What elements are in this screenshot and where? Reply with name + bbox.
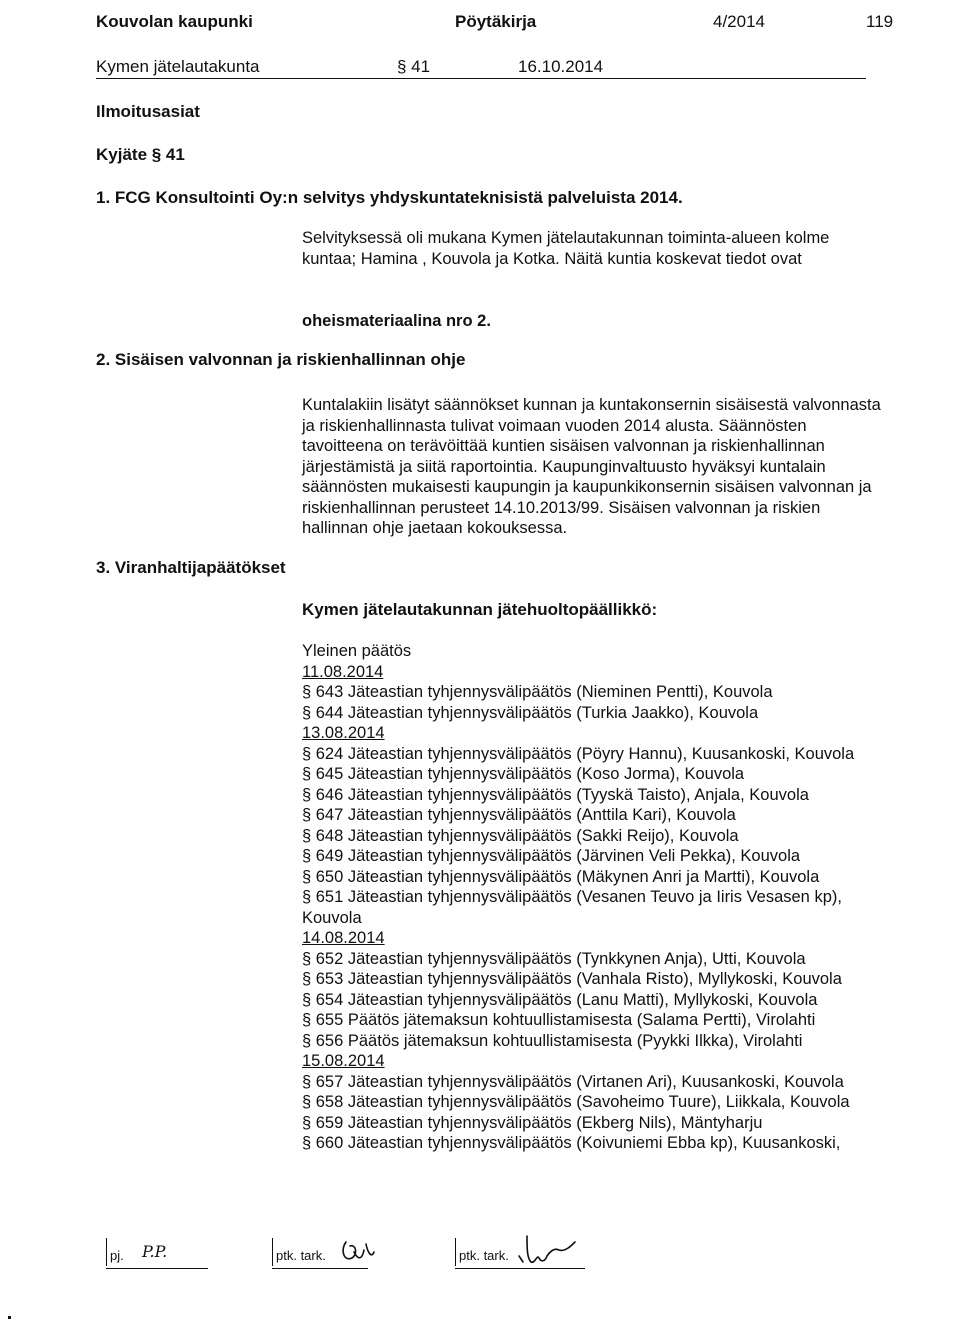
decision-date: 15.08.2014: [302, 1052, 385, 1070]
kyjate-section: Kyjäte § 41: [96, 145, 185, 164]
decision-date: 14.08.2014: [302, 929, 385, 947]
doc-type: Pöytäkirja: [455, 12, 537, 31]
board-name: Kymen jätelautakunta: [96, 57, 260, 76]
decision-item: § 660 Jäteastian tyhjennysvälipäätös (Koivuniemi Ebba kp), Kuusankoski,: [302, 1134, 841, 1152]
decision-item: § 645 Jäteastian tyhjennysvälipäätös (Koso Jorma), Kouvola: [302, 765, 745, 783]
decision-item: § 647 Jäteastian tyhjennysvälipäätös (Anttila Kari), Kouvola: [302, 806, 736, 824]
item3-title: 3. Viranhaltijapäätökset: [96, 558, 286, 577]
decision-item: § 651 Jäteastian tyhjennysvälipäätös (Vesanen Teuvo ja Iiris Vesasen kp), Kouvola: [302, 888, 842, 927]
decision-item: § 654 Jäteastian tyhjennysvälipäätös (Lanu Matti), Myllykoski, Kouvola: [302, 990, 818, 1009]
decision-item: § 649 Jäteastian tyhjennysvälipäätös (Järvinen Veli Pekka), Kouvola: [302, 847, 801, 865]
page-title: Ilmoitusasiat: [96, 102, 200, 121]
pj-initials: P.P.: [142, 1242, 168, 1261]
meeting-date: 16.10.2014: [518, 57, 604, 76]
item1-attachment: oheismateriaalina nro 2.: [302, 312, 491, 330]
item3-subtitle: Kymen jätelautakunnan jätehuoltopäällikkö:: [302, 600, 658, 619]
decision-item: § 656 Päätös jätemaksun kohtuullistamisesta (Pyykki Ilkka), Virolahti: [302, 1031, 803, 1050]
item1-body: Selvityksessä oli mukana Kymen jätelautakunnan toiminta-alueen kolme kuntaa; Hamina , Kouvola ja Kotka. Näitä kuntia koskevat tiedot ovat: [302, 229, 830, 268]
page-number: 119: [866, 12, 894, 31]
item1-title: 1. FCG Konsultointi Oy:n selvitys yhdyskuntateknisistä palveluista 2014.: [96, 188, 683, 207]
doc-number: 4/2014: [713, 12, 765, 31]
decision-item: § 658 Jäteastian tyhjennysvälipäätös (Savoheimo Tuure), Liikkala, Kouvola: [302, 1093, 850, 1111]
header-rule: [96, 78, 866, 79]
item2-title: 2. Sisäisen valvonnan ja riskienhallinnan ohje: [96, 350, 466, 369]
decision-date: 13.08.2014: [302, 724, 385, 742]
section-number: § 41: [397, 57, 431, 76]
ptk2-label: ptk. tark.: [459, 1248, 509, 1263]
scan-mark: [8, 1316, 11, 1319]
decision-item: § 646 Jäteastian tyhjennysvälipäätös (Tyyskä Taisto), Anjala, Kouvola: [302, 785, 809, 804]
general-decision: Yleinen päätös: [302, 642, 412, 660]
decision-item: § 650 Jäteastian tyhjennysvälipäätös (Mäkynen Anri ja Martti), Kouvola: [302, 867, 820, 886]
decision-item: § 659 Jäteastian tyhjennysvälipäätös (Ekberg Nils), Mäntyharju: [302, 1113, 763, 1132]
decision-item: § 624 Jäteastian tyhjennysvälipäätös (Pöyry Hannu), Kuusankoski, Kouvola: [302, 744, 855, 763]
decision-date: 11.08.2014: [302, 662, 384, 681]
item2-body: Kuntalakiin lisätyt säännökset kunnan ja kuntakonsernin sisäisestä valvonnasta ja riskienhallinnasta tulivat voimaan vuoden 2014 alusta. Säännösten tavoitteena on terävöittää kuntien sisäisen valvonnan ja riskienhallinnan järjestämistä ja siitä raportointia. Kaupunginvaltuusto hyväksyi kuntalain säännösten mukaisesti kaupungin ja kaupunkikonsernin sisäisen valvonnan ja riskienhallinnan perusteet 14.10.2013/99. Sisäisen valvonnan ja riskien hallinnan ohje jaetaan kokouksessa.: [302, 396, 881, 537]
ptk1-label: ptk. tark.: [276, 1248, 326, 1263]
decision-item: § 652 Jäteastian tyhjennysvälipäätös (Tynkkynen Anja), Utti, Kouvola: [302, 949, 806, 968]
decision-list: [302, 641, 892, 1154]
pj-label: pj.: [110, 1248, 124, 1263]
decision-item: § 655 Päätös jätemaksun kohtuullistamisesta (Salama Pertti), Virolahti: [302, 1011, 816, 1029]
decision-item: § 644 Jäteastian tyhjennysvälipäätös (Turkia Jaakko), Kouvola: [302, 703, 759, 722]
decision-item: § 653 Jäteastian tyhjennysvälipäätös (Vanhala Risto), Myllykoski, Kouvola: [302, 970, 842, 988]
decision-item: § 643 Jäteastian tyhjennysvälipäätös (Nieminen Pentti), Kouvola: [302, 683, 773, 701]
decision-item: § 657 Jäteastian tyhjennysvälipäätös (Virtanen Ari), Kuusankoski, Kouvola: [302, 1072, 844, 1091]
decision-item: § 648 Jäteastian tyhjennysvälipäätös (Sakki Reijo), Kouvola: [302, 826, 739, 845]
handwritten-signature-icon: [338, 1232, 378, 1266]
org-name: Kouvolan kaupunki: [96, 12, 253, 31]
handwritten-signature-icon: [517, 1232, 577, 1266]
